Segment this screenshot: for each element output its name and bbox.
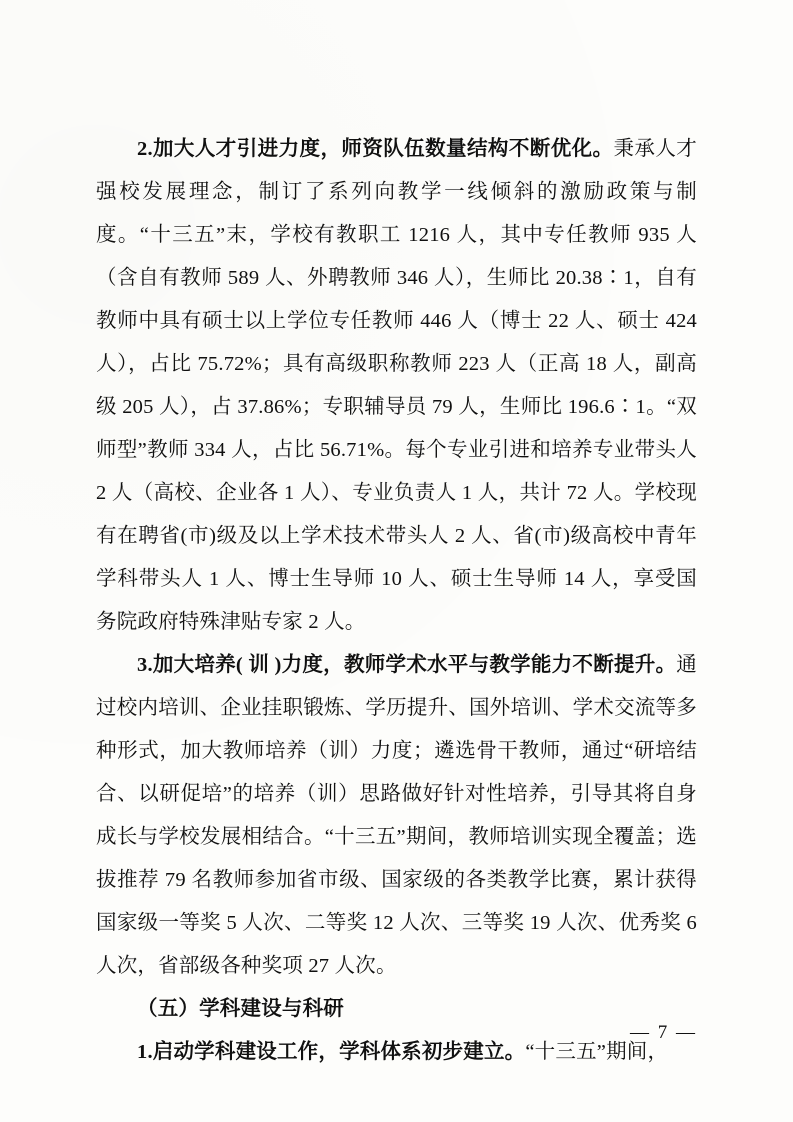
paragraph-3-lead: 3.加大培养( 训 )力度，教师学术水平与教学能力不断提升。 bbox=[137, 654, 677, 676]
document-body bbox=[96, 128, 697, 1074]
paragraph-next-text: “十三五”期间， bbox=[525, 1041, 669, 1063]
paragraph-2 bbox=[96, 128, 697, 644]
paragraph-next bbox=[96, 1031, 697, 1074]
paragraph-3-text: 通过校内培训、企业挂职锻炼、学历提升、国外培训、学术交流等多种形式，加大教师培养（训）力度；遴选骨干教师，通过“研培结合、以研促培”的培养（训）思路做好针对性培养，引导其将自身成长与学校发展相结合。“十三五”期间，教师培训实现全覆盖；选拔推荐 79 名教师参加省市级、国家级的各类教学比赛，累计获得国家级一等奖 5 人次、二等奖 12 人次、三等奖 19 人次、优秀奖 6 人次，省部级各种奖项 27 人次。 bbox=[96, 654, 697, 977]
section-heading: （五）学科建设与科研 bbox=[137, 998, 344, 1020]
paragraph-next-lead: 1.启动学科建设工作，学科体系初步建立。 bbox=[137, 1041, 526, 1063]
paragraph-2-text: 秉承人才强校发展理念，制订了系列向教学一线倾斜的激励政策与制度。“十三五”末，学校有教职工 1216 人，其中专任教师 935 人（含自有教师 589 人、外聘教师 346 人），生师比 20.38∶1，自有教师中具有硕士以上学位专任教师 446 人（博士 22 人、硕士 424 人），占比 75.72%；具有高级职称教师 223 人（正高 18 人，副高级 205 人），占 37.86%；专职辅导员 79 人，生师比 196.6∶1。“双师型”教师 334 人，占比 56.71%。每个专业引进和培养专业带头人 2 人（高校、企业各 1 人）、专业负责人 1 人，共计 72 人。学校现有在聘省(市)级及以上学术技术带头人 2 人、省(市)级高校中青年学科带头人 1 人、博士生导师 10 人、硕士生导师 14 人，享受国务院政府特殊津贴专家 2 人。 bbox=[96, 138, 697, 633]
page-number: — 7 — bbox=[630, 1022, 697, 1043]
paragraph-2-lead: 2.加大人才引进力度，师资队伍数量结构不断优化。 bbox=[137, 138, 614, 160]
paragraph-3 bbox=[96, 644, 697, 988]
